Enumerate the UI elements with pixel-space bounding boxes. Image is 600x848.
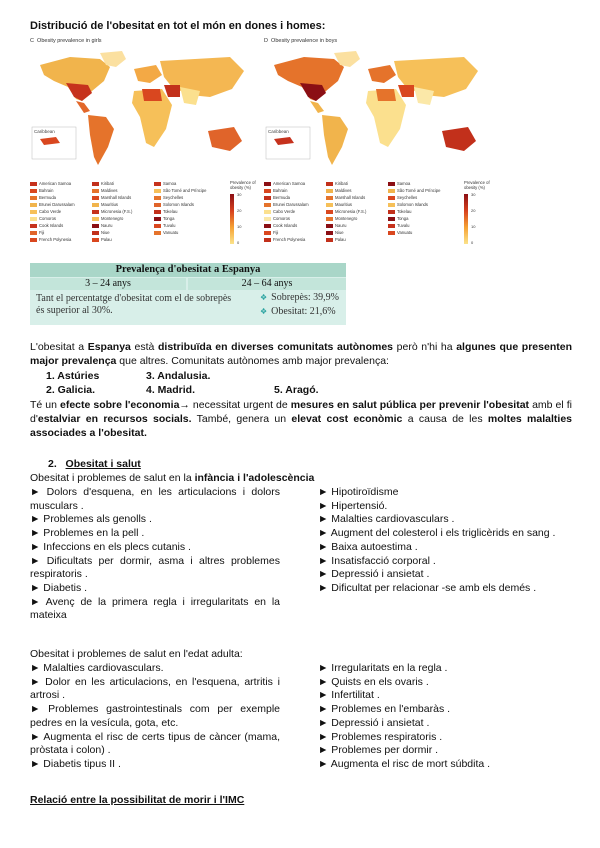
intro-paragraph: L'obesitat a Espanya està distribuïda en diverses comunitats autònomes però n'hi ha algunes que presenten major prevalença que altres. Comunitats autònomes amb major prevalença: bbox=[30, 341, 572, 367]
obesity-stat: Obesitat: 21,6% bbox=[271, 306, 336, 317]
scale-tick: 10 bbox=[471, 224, 476, 229]
prevalence-title: Prevalença d'obesitat a Espanya bbox=[30, 263, 346, 277]
list-item: ► Infeccions en els plecs cutanis . bbox=[30, 540, 191, 553]
list-item: ► Baixa autoestima . bbox=[318, 540, 418, 553]
inset-label: Caribbean bbox=[268, 129, 289, 134]
adult-problems-right bbox=[318, 662, 588, 772]
legend-col-3: Samoa São Tomé and Príncipe Seychelles Solomon Islands Tokelau Tonga Tuvalu Vanuatu bbox=[388, 180, 440, 236]
scale-tick: 0 bbox=[471, 240, 474, 245]
list-item: ► Depressió i ansietat . bbox=[318, 716, 430, 729]
scale-tick: 0 bbox=[237, 240, 240, 245]
list-item: ► Depressió i ansietat . bbox=[318, 568, 430, 581]
list-item: ► Augmenta el risc de mort súbdita . bbox=[318, 757, 491, 770]
prevalence-note: Tant el percentatge d'obesitat com el de sobrepès és superior al 30%. bbox=[36, 293, 232, 316]
adult-intro: Obesitat i problemes de salut en l'edat adulta: bbox=[30, 648, 243, 660]
legend-col-1: American Samoa Bahrain Bermuda Brunei Darussalam Cabo Verde Comoros Cook Islands Fiji French Polynesia bbox=[30, 180, 75, 243]
adult-problems-left bbox=[30, 662, 280, 772]
scale-girls bbox=[230, 180, 256, 244]
overweight-stat: Sobrepès: 39,9% bbox=[271, 292, 339, 303]
list-item: ► Diabetis . bbox=[30, 581, 88, 594]
region-item: 4. Madrid. bbox=[146, 384, 196, 396]
list-item: ► Problemes en la pell . bbox=[30, 527, 145, 540]
list-item: ► Infertilitat . bbox=[318, 689, 380, 702]
inset-label: Caribbean bbox=[34, 129, 55, 134]
list-item: ► Augment del colesterol i els triglicèrids en sang . bbox=[318, 527, 556, 540]
scale-boys bbox=[464, 180, 490, 244]
legend-col-2: Kiribati Maldives Marshall Islands Mauritius Micronesia (F.S.) Montenegro Nauru Niue Palau bbox=[92, 180, 132, 243]
diamond-bullet-icon: ❖ bbox=[260, 293, 268, 302]
list-item: ► Irregularitats en la regla . bbox=[318, 662, 448, 674]
list-item: ► Augmenta el risc de certs tipus de càncer (mama, pròstata i colon) . bbox=[30, 730, 280, 757]
list-item: ► Hipotiroïdisme bbox=[318, 486, 399, 498]
list-item: ► Dolor en les articulacions, en l'esquena, artritis i artrosi . bbox=[30, 675, 280, 702]
map-label-girls: C Obesity prevalence in girls bbox=[30, 38, 102, 44]
scale-title: Prevalence of obesity (%) bbox=[464, 180, 490, 190]
child-problems-left bbox=[30, 486, 280, 623]
list-item: ► Problemes gastrointestinals com per exemple pedres en la vesícula, gota, etc. bbox=[30, 703, 280, 729]
region-item: 3. Andalusia. bbox=[146, 370, 211, 382]
region-item: 5. Aragó. bbox=[274, 384, 319, 396]
scale-bar bbox=[464, 194, 468, 244]
list-item: ► Problemes en l'embaràs . bbox=[318, 703, 451, 716]
list-item: ► Avenç de la primera regla i irregularitats en la mateixa bbox=[30, 595, 280, 622]
page-title: Distribució de l'obesitat en tot el món en dones i homes: bbox=[30, 20, 326, 32]
list-item: ► Dificultats per dormir, asma i altres problemes respiratoris . bbox=[30, 554, 280, 581]
map-panel-boys bbox=[264, 38, 496, 260]
scale-tick: 20 bbox=[237, 208, 242, 213]
list-item: ► Dolors d'esquena, en les articulacions i dolors musculars . bbox=[30, 486, 280, 512]
list-item: ► Quists en els ovaris . bbox=[318, 675, 429, 688]
legend-col-2: Kiribati Maldives Marshall Islands Mauritius Micronesia (F.S.) Montenegro Nauru Niue Palau bbox=[326, 180, 366, 243]
diamond-bullet-icon: ❖ bbox=[260, 307, 268, 316]
world-map-girls bbox=[30, 47, 262, 179]
list-item: ► Hipertensió. bbox=[318, 499, 388, 512]
section-heading: 2. Obesitat i salut bbox=[48, 458, 141, 470]
list-item: ► Problemes als genolls . bbox=[30, 513, 152, 526]
footer-heading: Relació entre la possibilitat de morir i l'IMC bbox=[30, 794, 245, 806]
region-item: 1. Astúries bbox=[46, 370, 100, 382]
child-problems-right bbox=[318, 486, 588, 596]
legend-col-3: Samoa São Tomé and Príncipe Seychelles Solomon Islands Tokelau Tonga Tuvalu Vanuatu bbox=[154, 180, 206, 236]
scale-bar bbox=[230, 194, 234, 244]
legend-col-1: American Samoa Bahrain Bermuda Brunei Darussalam Cabo Verde Comoros Cook Islands Fiji French Polynesia bbox=[264, 180, 309, 243]
map-label-boys: D Obesity prevalence in boys bbox=[264, 38, 338, 44]
list-item: ► Problemes per dormir . bbox=[318, 744, 439, 757]
list-item: ► Insatisfacció corporal . bbox=[318, 554, 436, 567]
list-item: ► Malalties cardiovasculars . bbox=[318, 513, 455, 526]
scale-tick: 30 bbox=[237, 192, 242, 197]
scale-tick: 30 bbox=[471, 192, 476, 197]
child-intro: Obesitat i problemes de salut en la infància i l'adolescència bbox=[30, 472, 315, 484]
list-item: ► Malalties cardiovasculars. bbox=[30, 662, 164, 674]
list-item: ► Diabetis tipus II . bbox=[30, 757, 121, 770]
age-range-adult: 24 – 64 anys bbox=[188, 278, 346, 290]
world-map-boys bbox=[264, 47, 496, 179]
scale-title: Prevalence of obesity (%) bbox=[230, 180, 256, 190]
scale-tick: 20 bbox=[471, 208, 476, 213]
region-item: 2. Galicia. bbox=[46, 384, 96, 396]
prevalence-stats bbox=[260, 291, 339, 319]
prevalence-box bbox=[30, 263, 346, 325]
age-range-young: 3 – 24 anys bbox=[30, 278, 186, 290]
map-panel-girls bbox=[30, 38, 262, 260]
economy-paragraph: Té un efecte sobre l'economia→ necessitat urgent de mesures en salut pública per prevenir l'obesitat amb el fi d'estalviar en recursos socials. També, genera un elevat cost econòmic a causa de les moltes malalties associades a l'obesitat. bbox=[30, 399, 572, 439]
list-item: ► Dificultat per relacionar -se amb els demés . bbox=[318, 581, 537, 594]
scale-tick: 10 bbox=[237, 224, 242, 229]
list-item: ► Problemes respiratoris . bbox=[318, 730, 443, 743]
